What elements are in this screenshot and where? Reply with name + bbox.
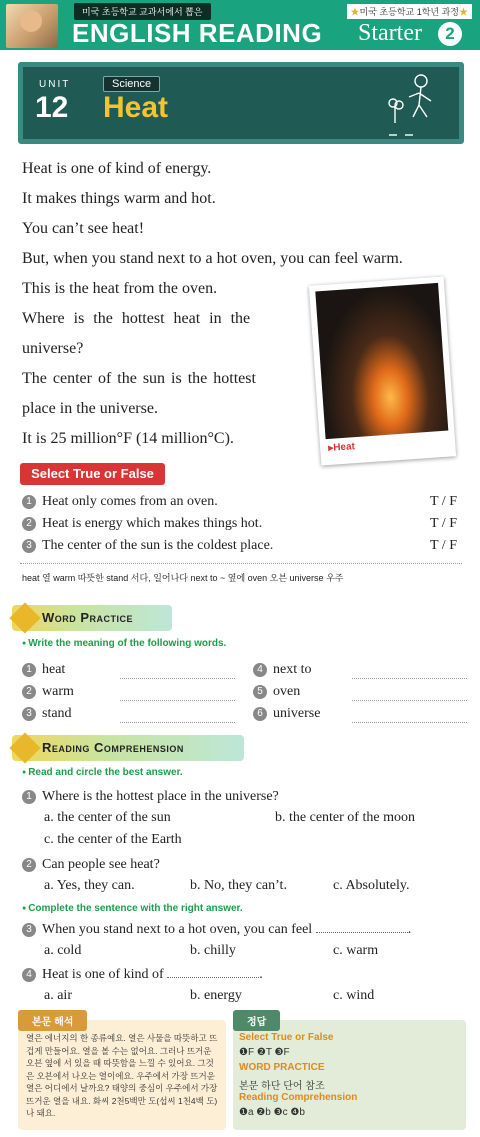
vocab-list: heat 열 warm 따뜻한 stand 서다, 일어나다 next to ~ 옆에 oven 오븐 universe 우주 — [22, 573, 344, 583]
question-number: 3 — [22, 539, 36, 553]
answer-option[interactable]: a. Yes, they can. — [44, 878, 135, 893]
word-item — [22, 684, 74, 700]
answer-option[interactable]: b. chilly — [190, 943, 236, 958]
word-item — [253, 706, 320, 722]
passage-line: You can’t see heat! — [22, 220, 145, 237]
word-text: next to — [273, 662, 312, 677]
answer-option[interactable]: b. No, they can’t. — [190, 878, 287, 893]
level-label: Starter — [358, 20, 422, 46]
word-item — [22, 662, 65, 678]
word-text: warm — [42, 684, 74, 699]
unit-board — [18, 62, 464, 144]
answer-key-box — [233, 1017, 466, 1130]
word-text: heat — [42, 662, 66, 677]
translation-text: 열은 에너지의 한 종류예요. 열은 사물을 따뜻하고 뜨겁게 만들어요. 열을 볼 수는 없어요. 그러나 뜨거운 오븐 옆에 서 있을 때 따뜻함을 느낄 수 있어요. 그것은 오븐에서 나오는 열이에요. 우주에서 가장 뜨거운 열은 어디에서 날까요? 태양의 중심이 우주에서 가장 뜨거운 열을 내요. 화씨 2천5백만 도(섭씨 1천4백 도)나 돼요. — [26, 1033, 218, 1118]
unit-label: UNIT — [39, 79, 71, 90]
answer-option[interactable]: a. cold — [44, 943, 82, 958]
true-false-title: Select True or False — [20, 463, 165, 485]
answer-wp: 본문 하단 단어 참조 — [239, 1081, 325, 1092]
photo-caption-text: Heat — [332, 441, 356, 454]
unit-number: 12 — [35, 91, 69, 124]
question-number: 1 — [22, 495, 36, 509]
question-number: 2 — [22, 858, 36, 872]
tf-choice[interactable]: T / F — [430, 538, 457, 553]
question-number: 4 — [22, 968, 36, 982]
tf-question-text: Heat only comes from an oven. — [42, 494, 218, 509]
rc-question — [22, 857, 160, 873]
chalk-doodle-icon — [379, 71, 439, 141]
word-number: 1 — [22, 663, 36, 677]
answer-tf: ❶F ❷T ❸F — [239, 1047, 290, 1058]
answer-wp-title: WORD PRACTICE — [239, 1062, 325, 1073]
answer-key-tab: 정답 — [233, 1010, 280, 1031]
word-text: universe — [273, 706, 321, 721]
answer-rc: ❶a ❷b ❸c ❹b — [239, 1107, 305, 1118]
heat-photo — [309, 277, 456, 466]
answer-blank[interactable] — [352, 722, 467, 723]
answer-option[interactable]: c. warm — [333, 943, 379, 958]
answer-option[interactable]: b. the center of the moon — [275, 810, 415, 825]
header-subtitle: 미국 초등학교 교과서에서 뽑은 — [74, 3, 211, 20]
word-item — [253, 662, 312, 678]
triangle-icon: ▸ — [327, 442, 334, 454]
rc-question: 3 When you stand next to a hot oven, you can feel . — [22, 922, 411, 938]
word-number: 3 — [22, 707, 36, 721]
unit-topic: Heat — [103, 91, 169, 124]
word-practice-instruction: ● Write the meaning of the following words. — [22, 638, 226, 649]
word-text: stand — [42, 706, 72, 721]
answer-blank[interactable] — [167, 968, 259, 978]
translation-box — [18, 1017, 226, 1130]
book-title: ENGLISH READING — [72, 18, 323, 48]
reading-comprehension-title: Reading Comprehension — [42, 740, 184, 755]
grade-note-text: 미국 초등학교 1학년 과정 — [359, 7, 459, 17]
answer-blank[interactable] — [352, 700, 467, 701]
passage-line: universe? — [22, 340, 84, 357]
fire-image — [315, 283, 448, 439]
answer-option[interactable]: c. wind — [333, 988, 375, 1003]
star-icon: ★ — [458, 7, 468, 17]
passage-line: place in the universe. — [22, 400, 158, 417]
word-item — [253, 684, 300, 700]
answer-blank[interactable] — [120, 700, 235, 701]
word-item — [22, 706, 72, 722]
answer-blank[interactable] — [316, 923, 408, 933]
passage-line: But, when you stand next to a hot oven, you can feel warm. — [22, 250, 403, 267]
word-practice-banner — [12, 605, 172, 631]
word-number: 4 — [253, 663, 267, 677]
tf-question — [22, 538, 273, 554]
tf-choice[interactable]: T / F — [430, 494, 457, 509]
star-icon: ★ — [350, 7, 360, 17]
rc-question-text: Heat is one of kind of — [42, 967, 164, 982]
rc-question-text: Where is the hottest place in the universe? — [42, 789, 279, 804]
header-photo — [6, 4, 58, 48]
translation-tab: 본문 해석 — [18, 1010, 87, 1031]
answer-blank[interactable] — [120, 722, 235, 723]
answer-blank[interactable] — [352, 678, 467, 679]
passage-line: This is the heat from the oven. — [22, 280, 218, 297]
header-bar — [0, 0, 480, 50]
pencil-icon — [9, 732, 40, 763]
divider — [20, 563, 462, 564]
photo-caption — [328, 441, 355, 454]
rc-instruction: ● Read and circle the best answer. — [22, 767, 183, 778]
answer-option[interactable]: c. the center of the Earth — [44, 832, 182, 847]
pencil-icon — [9, 602, 40, 633]
word-number: 5 — [253, 685, 267, 699]
rc-question — [22, 789, 279, 805]
grade-note — [347, 4, 472, 19]
answer-option[interactable]: b. energy — [190, 988, 242, 1003]
answer-option[interactable]: a. air — [44, 988, 72, 1003]
answer-option[interactable]: a. the center of the sun — [44, 810, 171, 825]
passage-line: Where is the hottest heat in the — [22, 310, 251, 327]
word-text: oven — [273, 684, 301, 699]
question-number: 1 — [22, 790, 36, 804]
passage-line: Heat is one of kind of energy. — [22, 160, 212, 177]
reading-comprehension-banner — [12, 735, 244, 761]
answer-tf-title: Select True or False — [239, 1032, 334, 1043]
word-practice-title: Word Practice — [42, 610, 134, 625]
rc-instruction: ● Complete the sentence with the right answer. — [22, 903, 243, 914]
question-number: 3 — [22, 923, 36, 937]
tf-question — [22, 516, 262, 532]
answer-blank[interactable] — [120, 678, 235, 679]
tf-question-text: The center of the sun is the coldest place. — [42, 538, 274, 553]
passage-line: The center of the sun is the hottest — [22, 370, 256, 387]
passage-line: It makes things warm and hot. — [22, 190, 216, 207]
answer-rc-title: Reading Comprehension — [239, 1092, 358, 1103]
question-number: 2 — [22, 517, 36, 531]
tf-question-text: Heat is energy which makes things hot. — [42, 516, 263, 531]
tf-question — [22, 494, 218, 510]
rc-question-text: Can people see heat? — [42, 857, 160, 872]
answer-option[interactable]: c. Absolutely. — [333, 878, 410, 893]
subject-badge: Science — [103, 76, 160, 92]
word-number: 2 — [22, 685, 36, 699]
tf-choice[interactable]: T / F — [430, 516, 457, 531]
word-number: 6 — [253, 707, 267, 721]
rc-question-text: When you stand next to a hot oven, you can feel — [42, 922, 313, 937]
rc-question: 4 Heat is one of kind of . — [22, 967, 263, 983]
passage-line: It is 25 million°F (14 million°C). — [22, 430, 234, 447]
level-number: 2 — [438, 22, 462, 46]
